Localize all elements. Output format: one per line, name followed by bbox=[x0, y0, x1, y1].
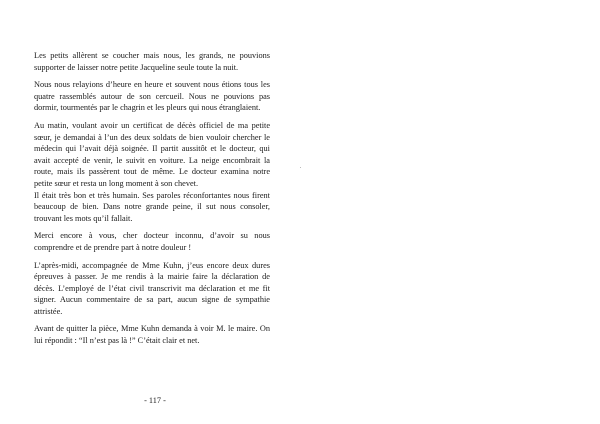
scan-speck bbox=[300, 167, 301, 168]
paragraph-2: Nous nous relayions d’heure en heure et souvent nous étions tous les quatre rassemblés autour de son cercueil. Nous ne pouvions pas dormir, tourmentés par le chagrin et les pleurs qui nous étranglaient. bbox=[34, 80, 270, 113]
text-column bbox=[34, 50, 270, 353]
paragraph-5: Merci encore à vous, cher docteur inconnu, d’avoir su nous comprendre et de prendre part à notre douleur ! bbox=[34, 231, 270, 252]
paragraph-7: Avant de quitter la pièce, Mme Kuhn demanda à voir M. le maire. On lui répondit : “Il n’est pas là !” C’était clair et net. bbox=[34, 324, 270, 346]
paragraph-6: L’après-midi, accompagnée de Mme Kuhn, j’eus encore deux dures épreuves à passer. Je me rendis à la mairie faire la déclaration de décès. L’employé de l’état civil transcrivit ma déclaration et me fit signer. Aucun commentaire de sa part, aucun signe de sympathie attristée. bbox=[34, 260, 270, 316]
paragraph-3: Au matin, voulant avoir un certificat de décès officiel de ma petite sœur, je demandai à l’un des deux soldats de bien vouloir chercher le médecin qui l’avait déjà soignée. Il partit aussitôt et le docteur, qui avait accepté de venir, le suivit en voiture. La neige encombrait la route, mais ils passèrent tout de même. Le docteur examina notre petite sœur et resta un long moment à son chevet. bbox=[34, 120, 270, 188]
paragraph-4: Il était très bon et très humain. Ses paroles réconfortantes nous firent beaucoup de bien. Dans notre grande peine, il sut nous consoler, trouvant les mots qu’il fallait. bbox=[34, 190, 270, 223]
page-number: - 117 - bbox=[144, 396, 166, 405]
paragraph-1: Les petits allèrent se coucher mais nous, les grands, ne pouvions supporter de laisser notre petite Jacqueline seule toute la nuit. bbox=[34, 51, 270, 72]
